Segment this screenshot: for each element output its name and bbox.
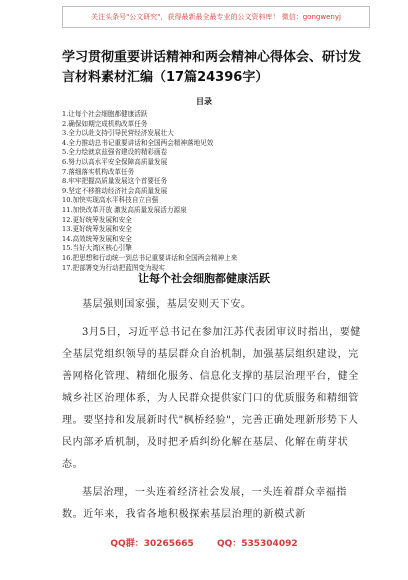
paragraph: 3月5日，习近平总书记在参加江苏代表团审议时指出，要健全基层党组织领导的基层群众自治机制，加强基层组织建设，完善网格化管理、精细化服务、信息化支撑的基层治理平台，健全城乡社区治理体系，为人民群众提供家门口的优质服务和精细管理。要坚持和发展新时代"枫桥经验"，完善正确处理新形势下人民内部矛盾机制，及时把矛盾纠纷化解在基层、化解在萌芽状态。 <box>62 327 361 470</box>
header-banner <box>62 6 370 28</box>
section-heading: 让每个社会细胞都健康活跃 <box>138 272 270 285</box>
toc-item[interactable]: 4.全力推动总书记重要讲话和全国两会精神落地见效 <box>62 138 214 147</box>
toc-item[interactable]: 10.加快实现高水平科技自立自强 <box>62 196 159 205</box>
toc-heading: 目录 <box>196 97 212 106</box>
toc-item[interactable]: 13.更好统筹发展和安全 <box>62 225 132 234</box>
toc-item[interactable]: 16.把思想和行动统一到总书记重要讲话和全国两会精神上来 <box>62 253 238 262</box>
toc-item[interactable]: 8.牢牢把握高质量发展这个首要任务 <box>62 177 168 186</box>
toc-item[interactable]: 2.确保如期完成机构改革任务 <box>62 119 148 128</box>
header-banner-text: 关注头条号"公文研究"，获得最新最全最专业的公文资料库！ 微信：gongwenyj <box>91 13 341 21</box>
document-title: 学习贯彻重要讲话精神和两会精神心得体会、研讨发言材料素材汇编（17篇24396字） <box>62 50 362 85</box>
toc-item[interactable]: 9.坚定不移推动经济社会高质量发展 <box>62 186 168 195</box>
toc-item[interactable]: 3.全力以赴支持引导民营经济发展壮大 <box>62 129 174 138</box>
toc-item[interactable]: 7.落细落实机构改革任务 <box>62 167 135 176</box>
toc-item[interactable]: 12.更好统筹发展和安全 <box>62 215 132 224</box>
paragraph: 基层治理，一头连着经济社会发展，一头连着群众幸福指数。近年来，我省各地积极探索基层治理的新模式新 <box>62 487 347 520</box>
footer-qq-group: QQ群：30265665 <box>110 539 194 549</box>
paragraph: 基层强则国家强，基层安则天下安。 <box>82 299 252 310</box>
footer-contact <box>0 536 408 549</box>
body-text <box>62 294 362 532</box>
footer-qq: QQ：535304092 <box>216 539 298 549</box>
toc-item[interactable]: 6.努力以高水平安全保障高质量发展 <box>62 157 168 166</box>
table-of-contents <box>62 110 362 273</box>
toc-item[interactable]: 14.高效统筹发展和安全 <box>62 234 132 243</box>
toc-item[interactable]: 5.全力绘就京兹强省建设的精彩画卷 <box>62 148 168 157</box>
toc-item[interactable]: 11.加快改革开放 激发高质量发展活力源泉 <box>62 205 187 214</box>
toc-item[interactable]: 1.让每个社会细胞都健康活跃 <box>62 110 148 118</box>
toc-item[interactable]: 15.当好大湾区核心引擎 <box>62 244 132 253</box>
toc-item[interactable]: 17.把部署变为行动把蓝图变为现实 <box>62 263 165 272</box>
